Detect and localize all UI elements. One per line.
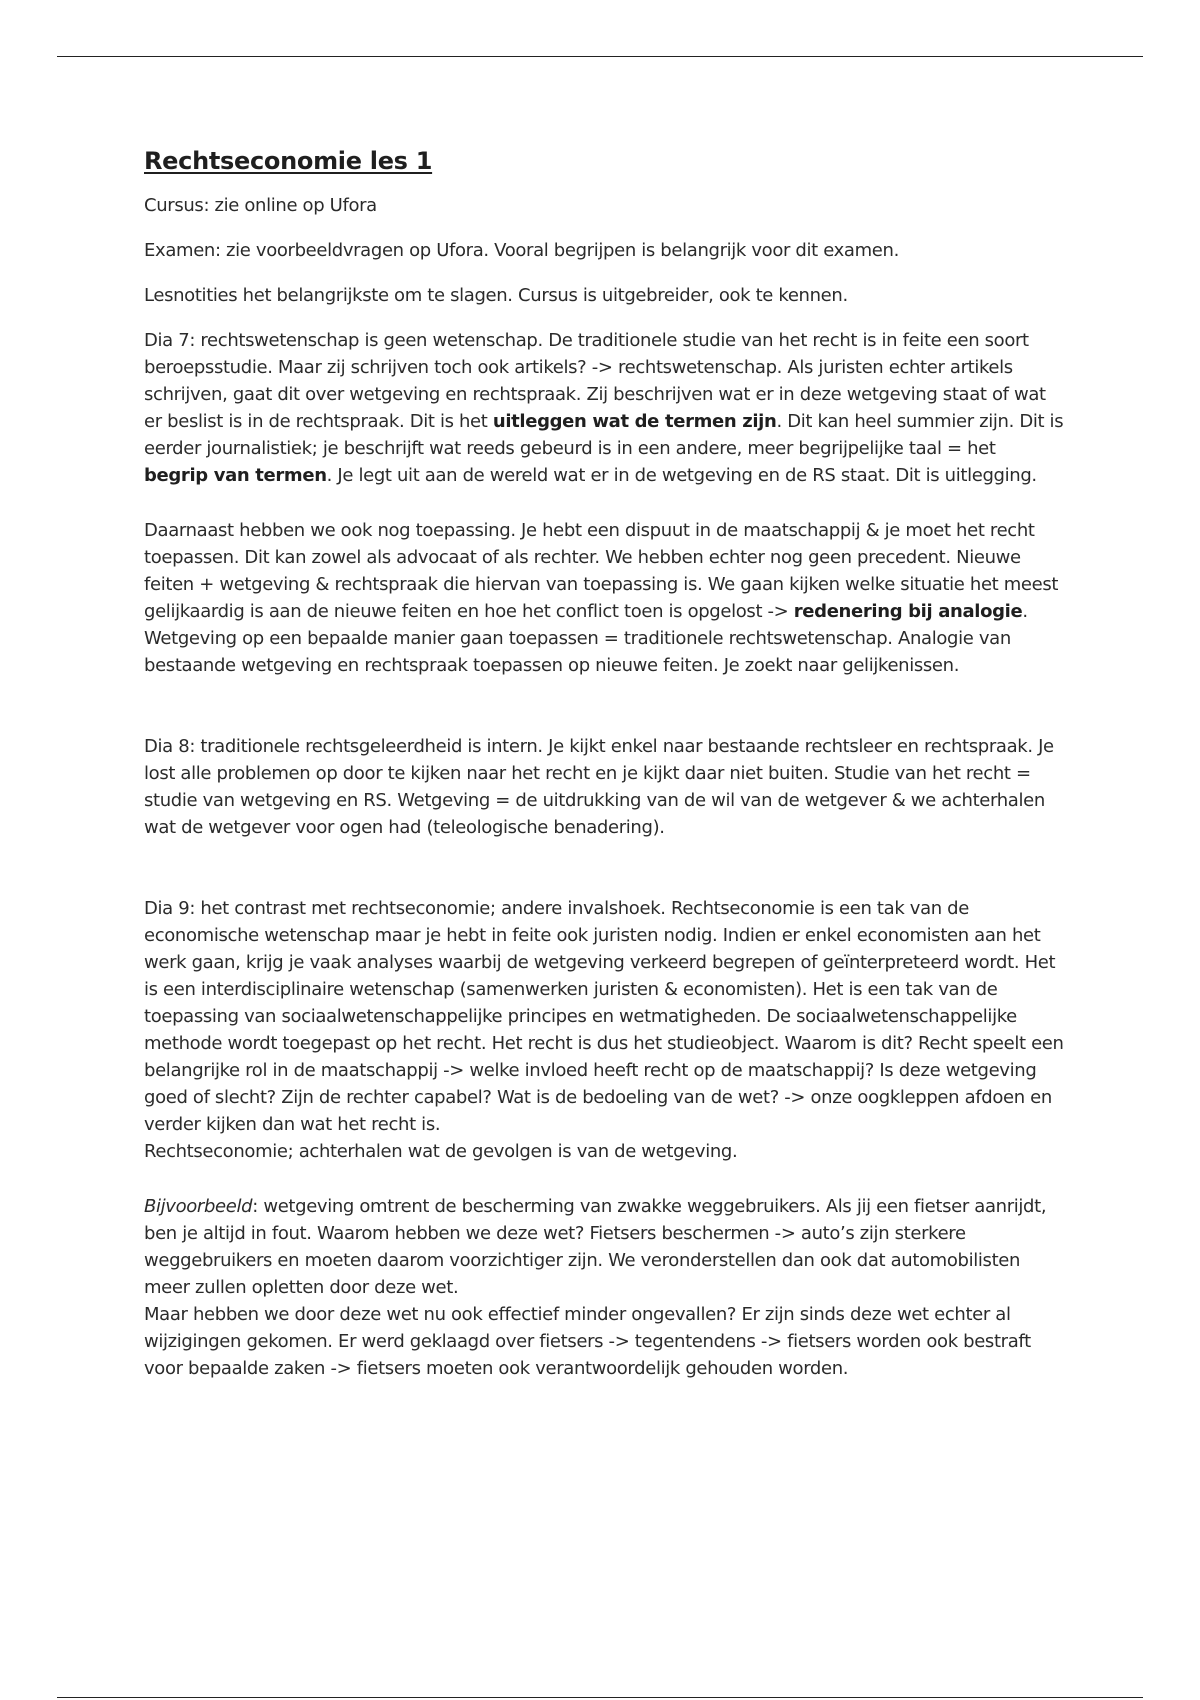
page-title: Rechtseconomie les 1	[144, 147, 433, 175]
bold-term-uitleggen: uitleggen wat de termen zijn	[492, 411, 777, 432]
bold-term-begrip: begrip van termen	[144, 465, 327, 486]
intro-lesnotities: Lesnotities het belangrijkste om te slagen. Cursus is uitgebreider, ook te kennen.	[144, 285, 848, 306]
bold-term-analogie: redenering bij analogie	[793, 601, 1023, 622]
intro-examen: Examen: zie voorbeeldvragen op Ufora. Vooral begrijpen is belangrijk voor dit examen.	[144, 240, 899, 261]
header-rule	[57, 56, 1143, 57]
dia8-paragraph: Dia 8: traditionele rechtsgeleerdheid is intern. Je kijkt enkel naar bestaande rechtsleer en rechtspraak. Je lost alle problemen op door te kijken naar het recht en je kijkt daar niet buiten. Studie van het recht = studie van wetgeving en RS. Wetgeving = de uitdrukking van de wil van de wetgever & we achterhalen wat de wetgever voor ogen had (teleologische benadering).	[144, 736, 1054, 838]
intro-cursus: Cursus: zie online op Ufora	[144, 195, 377, 216]
dia7-paragraph-2: Daarnaast hebben we ook nog toepassing. Je hebt een dispuut in de maatschappij & je moet het recht toepassen. Dit kan zowel als advocaat of als rechter. We hebben echter nog geen precedent. Nieuwe feiten + wetgeving & rechtspraak die hiervan van toepassing is. We gaan kijken welke situatie het meest gelijkaardig is aan de nieuwe feiten en hoe het conflict toen is opgelost -> redenering bij analogie. Wetgeving op een bepaalde manier gaan toepassen = traditionele rechtswetenschap. Analogie van bestaande wetgeving en rechtspraak toepassen op nieuwe feiten. Je zoekt naar gelijkenissen.	[144, 520, 1059, 676]
dia9-paragraph-1-line2: Rechtseconomie; achterhalen wat de gevolgen is van de wetgeving.	[144, 1141, 738, 1162]
dia7-paragraph-1: Dia 7: rechtswetenschap is geen wetenschap. De traditionele studie van het recht is in feite een soort beroepsstudie. Maar zij schrijven toch ook artikels? -> rechtswetenschap. Als juristen echter artikels schrijven, gaat dit over wetgeving en rechtspraak. Zij beschrijven wat er in deze wetgeving staat of wat er beslist is in de rechtspraak. Dit is het uitleggen wat de termen zijn. Dit kan heel summier zijn. Dit is eerder journalistiek; je beschrijft wat reeds gebeurd is in een andere, meer begrijpelijke taal = het begrip van termen. Je legt uit aan de wereld wat er in de wetgeving en de RS staat. Dit is uitlegging.	[144, 330, 1064, 486]
dia9-example-line2: Maar hebben we door deze wet nu ook effectief minder ongevallen? Er zijn sinds deze wet echter al wijzigingen gekomen. Er werd geklaagd over fietsers -> tegentendens -> fietsers worden ook bestraft voor bepaalde zaken -> fietsers moeten ook verantwoordelijk gehouden worden.	[144, 1304, 1031, 1379]
dia9-example: Bijvoorbeeld: wetgeving omtrent de bescherming van zwakke weggebruikers. Als jij een fietser aanrijdt, ben je altijd in fout. Waarom hebben we deze wet? Fietsers beschermen -> auto’s zijn sterkere weggebruikers en moeten daarom voorzichtiger zijn. We veronderstellen dan ook dat automobilisten meer zullen opletten door deze wet.	[144, 1196, 1047, 1298]
footer-rule	[57, 1697, 1143, 1698]
dia9-paragraph-1: Dia 9: het contrast met rechtseconomie; andere invalshoek. Rechtseconomie is een tak van de economische wetenschap maar je hebt in feite ook juristen nodig. Indien er enkel economisten aan het werk gaan, krijg je vaak analyses waarbij de wetgeving verkeerd begrepen of geïnterpreteerd wordt. Het is een interdisciplinaire wetenschap (samenwerken juristen & economisten). Het is een tak van de toepassing van sociaalwetenschappelijke principes en wetmatigheden. De sociaalwetenschappelijke methode wordt toegepast op het recht. Het recht is dus het studieobject. Waarom is dit? Recht speelt een belangrijke rol in de maatschappij -> welke invloed heeft recht op de maatschappij? Is deze wetgeving goed of slecht? Zijn de rechter capabel? Wat is de bedoeling van de wet? -> onze oogkleppen afdoen en verder kijken dan wat het recht is.	[144, 898, 1064, 1135]
document-body	[144, 144, 1064, 1382]
example-label: Bijvoorbeeld	[144, 1196, 253, 1217]
